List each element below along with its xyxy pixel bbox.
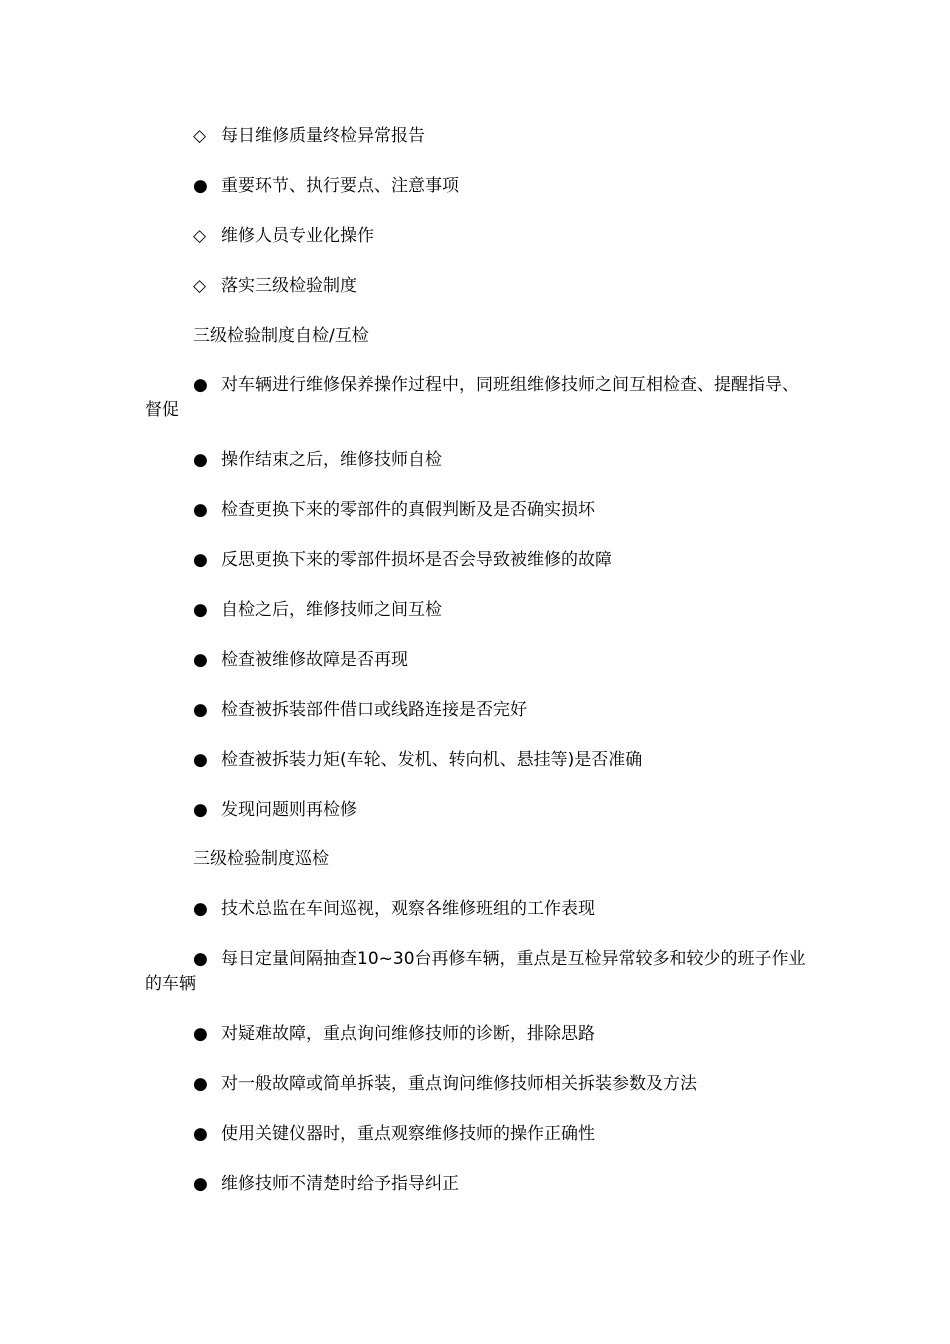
paragraph-text: 对疑难故障，重点询问维修技师的诊断，排除思路 bbox=[221, 1024, 595, 1045]
hollow-diamond-bullet-icon: ◇ bbox=[193, 275, 207, 296]
paragraph-text: 对一般故障或简单拆装，重点询问维修技师相关拆装参数及方法 bbox=[221, 1074, 697, 1095]
filled-circle-bullet-icon: ● bbox=[193, 1074, 208, 1095]
filled-circle-bullet-icon: ● bbox=[193, 550, 208, 571]
filled-circle-bullet-icon: ● bbox=[193, 649, 208, 670]
paragraph-text: 操作结束之后，维修技师自检 bbox=[221, 450, 442, 471]
filled-circle-bullet-icon: ● bbox=[193, 500, 208, 521]
paragraph-text: 重要环节、执行要点、注意事项 bbox=[221, 175, 459, 196]
document-body bbox=[145, 124, 810, 1222]
paragraph-text: 落实三级检验制度 bbox=[221, 275, 357, 296]
paragraph-text: 反思更换下来的零部件损坏是否会导致被维修的故障 bbox=[221, 550, 612, 571]
paragraph-text: 技术总监在车间巡视，观察各维修班组的工作表现 bbox=[221, 899, 595, 920]
filled-circle-bullet-icon: ● bbox=[193, 699, 208, 720]
paragraph bbox=[145, 798, 810, 823]
filled-circle-bullet-icon: ● bbox=[193, 450, 208, 471]
filled-circle-bullet-icon: ● bbox=[193, 1024, 208, 1045]
paragraph-text: 自检之后，维修技师之间互检 bbox=[221, 600, 442, 621]
paragraph bbox=[145, 598, 810, 623]
filled-circle-bullet-icon: ● bbox=[193, 1173, 208, 1194]
paragraph bbox=[145, 373, 810, 423]
section-heading bbox=[145, 324, 810, 349]
paragraph-text: 检查被维修故障是否再现 bbox=[221, 649, 408, 670]
paragraph-text: 检查被拆装部件借口或线路连接是否完好 bbox=[221, 699, 527, 720]
paragraph-text: 检查更换下来的零部件的真假判断及是否确实损坏 bbox=[221, 500, 595, 521]
paragraph-text: 使用关键仪器时，重点观察维修技师的操作正确性 bbox=[221, 1123, 595, 1144]
section-heading bbox=[145, 847, 810, 872]
paragraph-text: 发现问题则再检修 bbox=[221, 799, 357, 820]
paragraph bbox=[145, 698, 810, 723]
paragraph-text: 每日维修质量终检异常报告 bbox=[221, 126, 425, 146]
hollow-diamond-bullet-icon: ◇ bbox=[193, 126, 207, 146]
filled-circle-bullet-icon: ● bbox=[193, 375, 208, 396]
filled-circle-bullet-icon: ● bbox=[193, 749, 208, 770]
paragraph-text: 维修技师不清楚时给予指导纠正 bbox=[221, 1173, 459, 1194]
paragraph bbox=[145, 897, 810, 922]
paragraph bbox=[145, 124, 810, 149]
paragraph bbox=[145, 648, 810, 673]
paragraph bbox=[145, 174, 810, 199]
paragraph bbox=[145, 1072, 810, 1097]
paragraph bbox=[145, 1022, 810, 1047]
paragraph-text: 检查被拆装力矩(车轮、发机、转向机、悬挂等)是否准确 bbox=[221, 749, 643, 770]
paragraph-text: 对车辆进行维修保养操作过程中，同班组维修技师之间互相检查、提醒指导、督促 bbox=[145, 375, 799, 421]
paragraph bbox=[145, 748, 810, 773]
filled-circle-bullet-icon: ● bbox=[193, 949, 208, 970]
paragraph bbox=[145, 1122, 810, 1147]
filled-circle-bullet-icon: ● bbox=[193, 899, 208, 920]
filled-circle-bullet-icon: ● bbox=[193, 600, 208, 621]
filled-circle-bullet-icon: ● bbox=[193, 175, 208, 196]
hollow-diamond-bullet-icon: ◇ bbox=[193, 225, 207, 246]
paragraph-text: 三级检验制度巡检 bbox=[193, 849, 329, 870]
paragraph bbox=[145, 498, 810, 523]
paragraph bbox=[145, 548, 810, 573]
filled-circle-bullet-icon: ● bbox=[193, 799, 208, 820]
paragraph bbox=[145, 947, 810, 997]
paragraph bbox=[145, 448, 810, 473]
paragraph bbox=[145, 224, 810, 249]
filled-circle-bullet-icon: ● bbox=[193, 1123, 208, 1144]
paragraph-text: 每日定量间隔抽查10~30台再修车辆，重点是互检异常较多和较少的班子作业的车辆 bbox=[145, 949, 806, 995]
paragraph bbox=[145, 274, 810, 299]
paragraph bbox=[145, 1172, 810, 1197]
paragraph-text: 三级检验制度自检/互检 bbox=[193, 325, 369, 346]
paragraph-text: 维修人员专业化操作 bbox=[221, 225, 374, 246]
